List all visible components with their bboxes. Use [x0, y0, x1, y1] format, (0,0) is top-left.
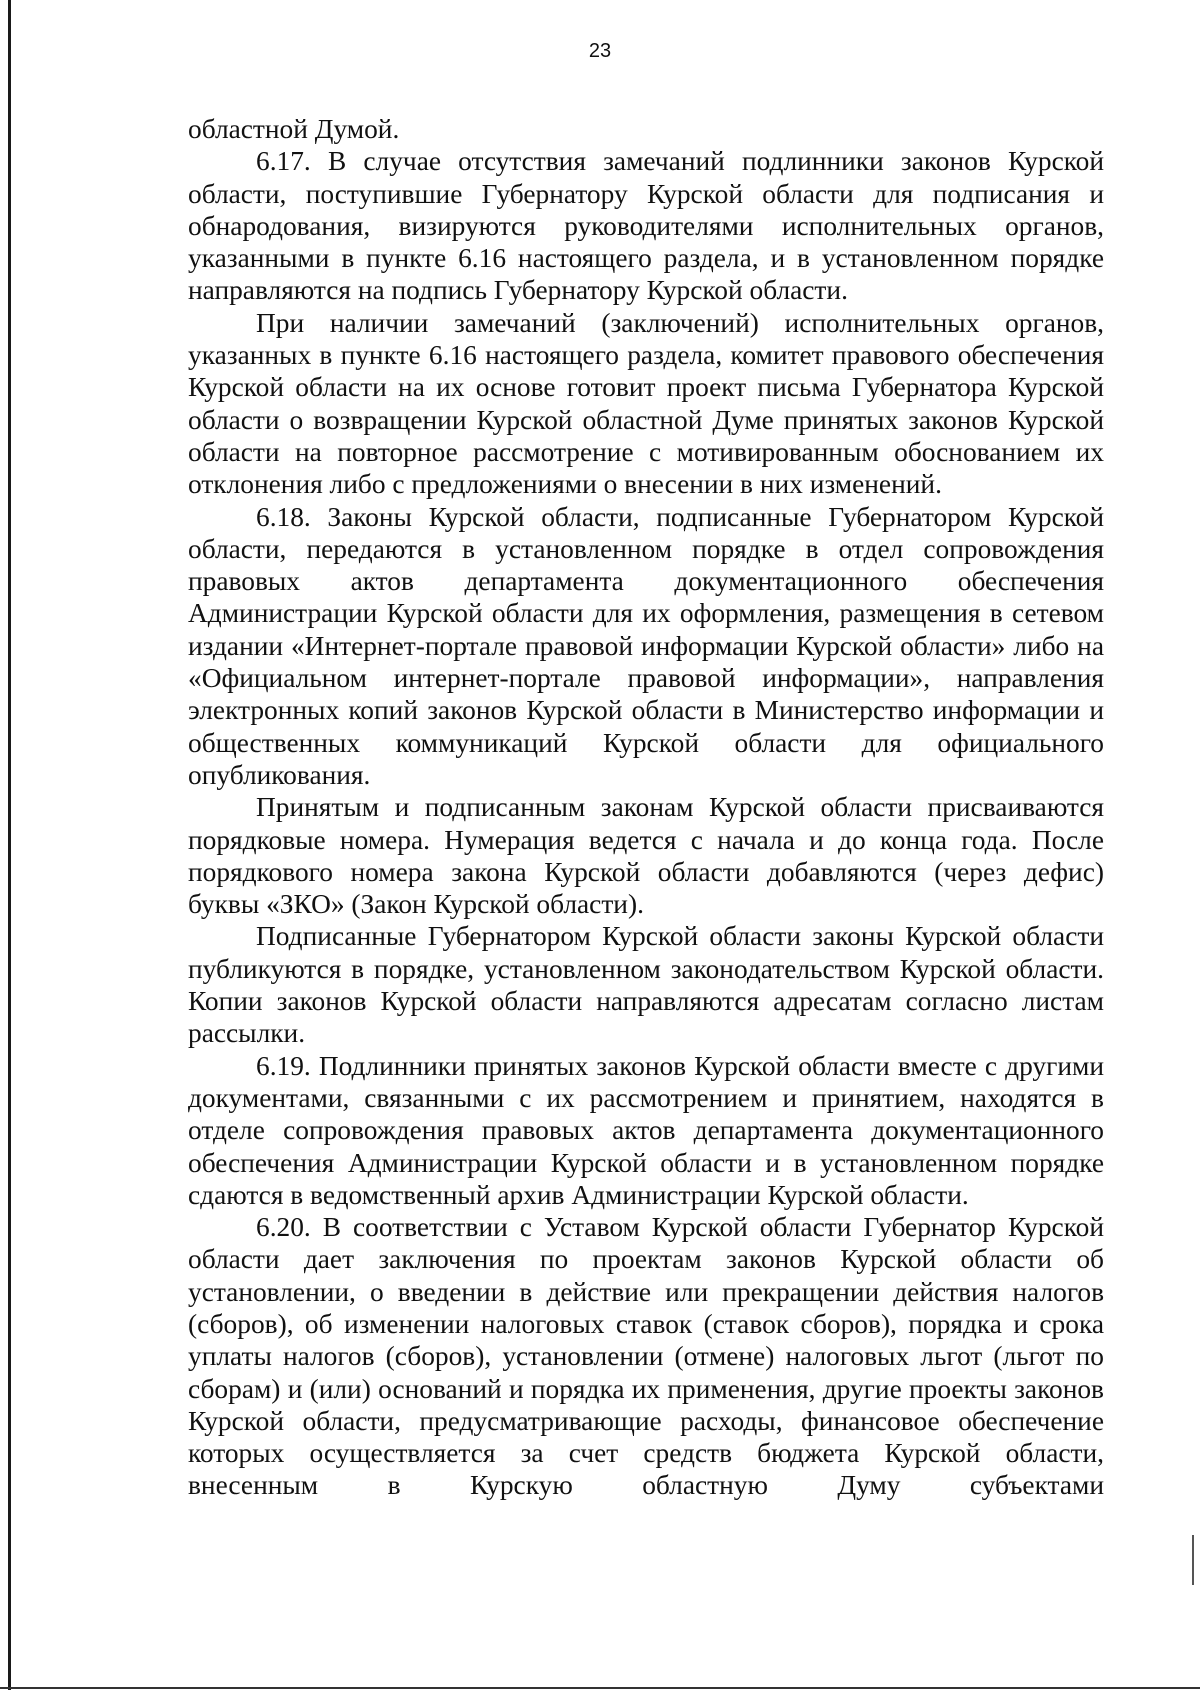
scan-right-mark: [1192, 1535, 1194, 1585]
scan-bottom-edge: [0, 1687, 1200, 1689]
document-body: [188, 113, 1104, 1502]
paragraph-6-18: 6.18. Законы Курской области, подписанные Губернатором Курской области, передаются в установленном порядке в отдел сопровождения правовых актов департамента документационного обеспечения Администрации Курской области для их оформления, размещения в сетевом издании «Интернет-портале правовой информации Курской области» либо на «Официальном интернет-портале правовой информации», направления электронных копий законов Курской области в Министерство информации и общественных коммуникаций Курской области для официального опубликования.: [188, 501, 1104, 790]
paragraph-6-20: 6.20. В соответствии с Уставом Курской области Губернатор Курской области дает заключения по проектам законов Курской области об установлении, о введении в действие или прекращении действия налогов (сборов), об изменении налоговых ставок (ставок сборов), порядка и срока уплаты налогов (сборов), установлении (отмене) налоговых льгот (льгот по сборам) и (или) оснований и порядка их применения, другие проекты законов Курской области, предусматривающие расходы, финансовое обеспечение которых осуществляется за счет средств бюджета Курской области, внесенным в Курскую областную Думу субъектами: [188, 1212, 1104, 1501]
paragraph-6-17: 6.17. В случае отсутствия замечаний подлинники законов Курской области, поступившие Губернатору Курской области для подписания и обнародования, визируются руководителями исполнительных органов, указанными в пункте 6.16 настоящего раздела, и в установленном порядке направляются на подпись Губернатору Курской области.: [188, 146, 1104, 306]
paragraph-6-19: 6.19. Подлинники принятых законов Курской области вместе с другими документами, связанными с их рассмотрением и принятием, находятся в отделе сопровождения правовых актов департамента документационного обеспечения Администрации Курской области и в установленном порядке сдаются в ведомственный архив Администрации Курской области.: [188, 1050, 1104, 1210]
paragraph-remarks: При наличии замечаний (заключений) исполнительных органов, указанных в пункте 6.16 настоящего раздела, комитет правового обеспечения Курской области на их основе готовит проект письма Губернатора Курской области о возвращении Курской областной Думе принятых законов Курской области на повторное рассмотрение с мотивированным обоснованием их отклонения либо с предложениями о внесении в них изменений.: [188, 307, 1104, 500]
scan-left-edge: [8, 0, 11, 1690]
paragraph-publication: Подписанные Губернатором Курской области законы Курской области публикуются в порядке, установленном законодательством Курской области. Копии законов Курской области направляются адресатам согласно листам рассылки.: [188, 921, 1104, 1049]
paragraph-numbering: Принятым и подписанным законам Курской области присваиваются порядковые номера. Нумерация ведется с начала и до конца года. После порядкового номера закона Курской области добавляются (через дефис) буквы «ЗКО» (Закон Курской области).: [188, 792, 1104, 920]
page-number: 23: [588, 40, 612, 62]
paragraph-continuation: областной Думой.: [188, 114, 400, 144]
